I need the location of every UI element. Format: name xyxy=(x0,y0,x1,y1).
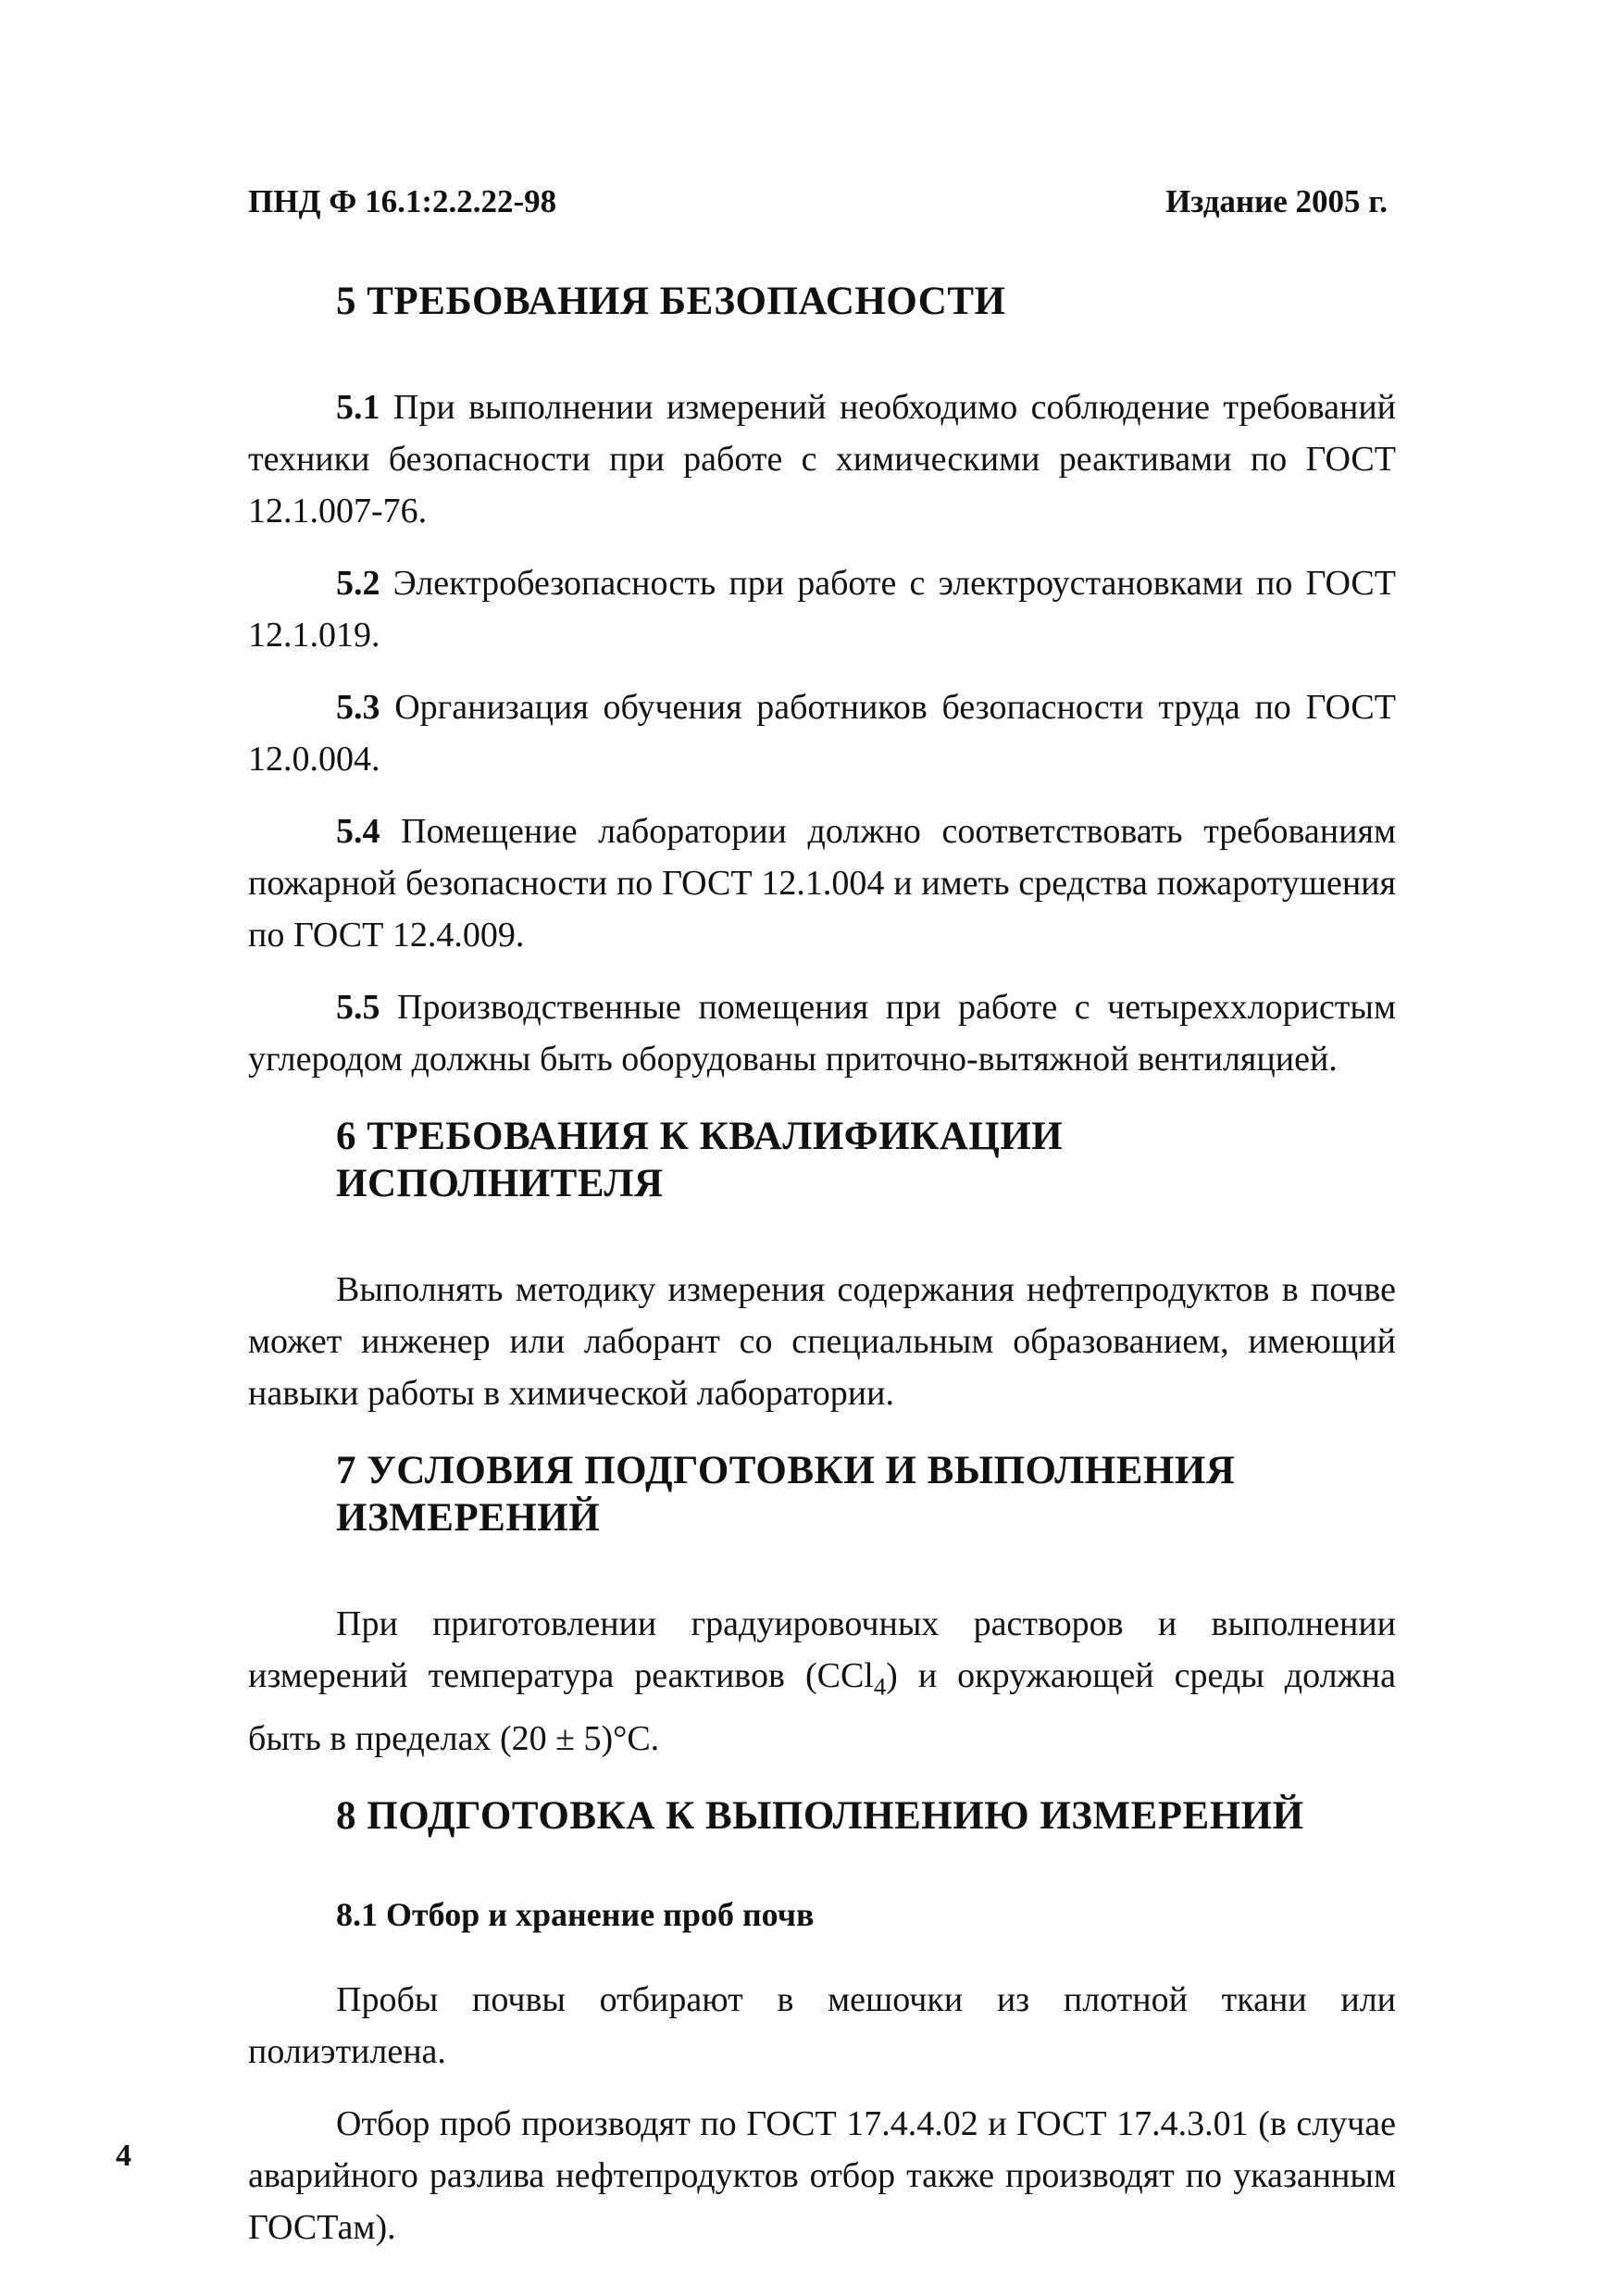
paragraph-8-1-b: Отбор проб производят по ГОСТ 17.4.4.02 и ГОСТ 17.4.3.01 (в случае аварийного разлива нефтепродуктов отбор также производят по указанным ГОСТам). xyxy=(248,2104,1396,2248)
paragraph-text: ) и окружающей среды должна быть в пределах (20 ± 5)°С. xyxy=(248,1655,1396,1758)
section-5-heading: 5 ТРЕБОВАНИЯ БЕЗОПАСНОСТИ xyxy=(336,280,1006,323)
paragraph-text: При приготовлении градуировочных растворов и выполнении измерений температура реактивов (CCl xyxy=(248,1603,1396,1695)
section-6-heading: 6 ТРЕБОВАНИЯ К КВАЛИФИКАЦИИ ИСПОЛНИТЕЛЯ xyxy=(336,1114,1064,1206)
paragraph-8-1-a: Пробы почвы отбирают в мешочки из плотной ткани или полиэтилена. xyxy=(248,1980,1396,2072)
paragraph-number: 5.4 xyxy=(336,811,380,851)
paragraph-5-4 xyxy=(248,805,1396,961)
paragraph-5-3 xyxy=(248,681,1396,785)
subscript: 4 xyxy=(873,1672,887,1701)
paragraph-text: Электробезопасность при работе с электроустановками по ГОСТ 12.1.019. xyxy=(248,563,1396,655)
paragraph-text: Организация обучения работников безопасности труда по ГОСТ 12.0.004. xyxy=(248,687,1396,779)
paragraph-6: Выполнять методику измерения содержания нефтепродуктов в почве может инженер или лаборант со специальным образованием, имеющий навыки работы в химической лаборатории. xyxy=(248,1269,1396,1413)
page-header xyxy=(248,183,1388,220)
section-7-heading: 7 УСЛОВИЯ ПОДГОТОВКИ И ВЫПОЛНЕНИЯ ИЗМЕРЕНИЙ xyxy=(336,1448,1236,1541)
document-code: ПНД Ф 16.1:2.2.22-98 xyxy=(248,183,557,219)
paragraph-5-2 xyxy=(248,557,1396,661)
edition-label: Издание 2005 г. xyxy=(1165,183,1388,219)
paragraph-number: 5.1 xyxy=(336,387,380,427)
page-content xyxy=(248,278,1396,2274)
paragraph-text: Помещение лаборатории должно соответствовать требованиям пожарной безопасности по ГОСТ 12.1.004 и иметь средства пожаротушения по ГОСТ 12.4.009. xyxy=(248,811,1396,955)
page-number: 4 xyxy=(116,2139,131,2173)
paragraph-text: Производственные помещения при работе с четыреххлористым углеродом должны быть оборудованы приточно-вытяжной вентиляцией. xyxy=(248,987,1396,1079)
paragraph-number: 5.2 xyxy=(336,563,380,603)
paragraph-text: При выполнении измерений необходимо соблюдение требований техники безопасности при работе с химическими реактивами по ГОСТ 12.1.007-76. xyxy=(248,387,1396,530)
subsection-8-1-heading: 8.1 Отбор и хранение проб почв xyxy=(336,1896,815,1934)
paragraph-number: 5.3 xyxy=(336,687,380,727)
paragraph-number: 5.5 xyxy=(336,987,380,1027)
paragraph-5-1 xyxy=(248,381,1396,537)
paragraph-5-5 xyxy=(248,981,1396,1085)
paragraph-7 xyxy=(248,1598,1396,1765)
section-8-heading: 8 ПОДГОТОВКА К ВЫПОЛНЕНИЮ ИЗМЕРЕНИЙ xyxy=(336,1793,1304,1838)
